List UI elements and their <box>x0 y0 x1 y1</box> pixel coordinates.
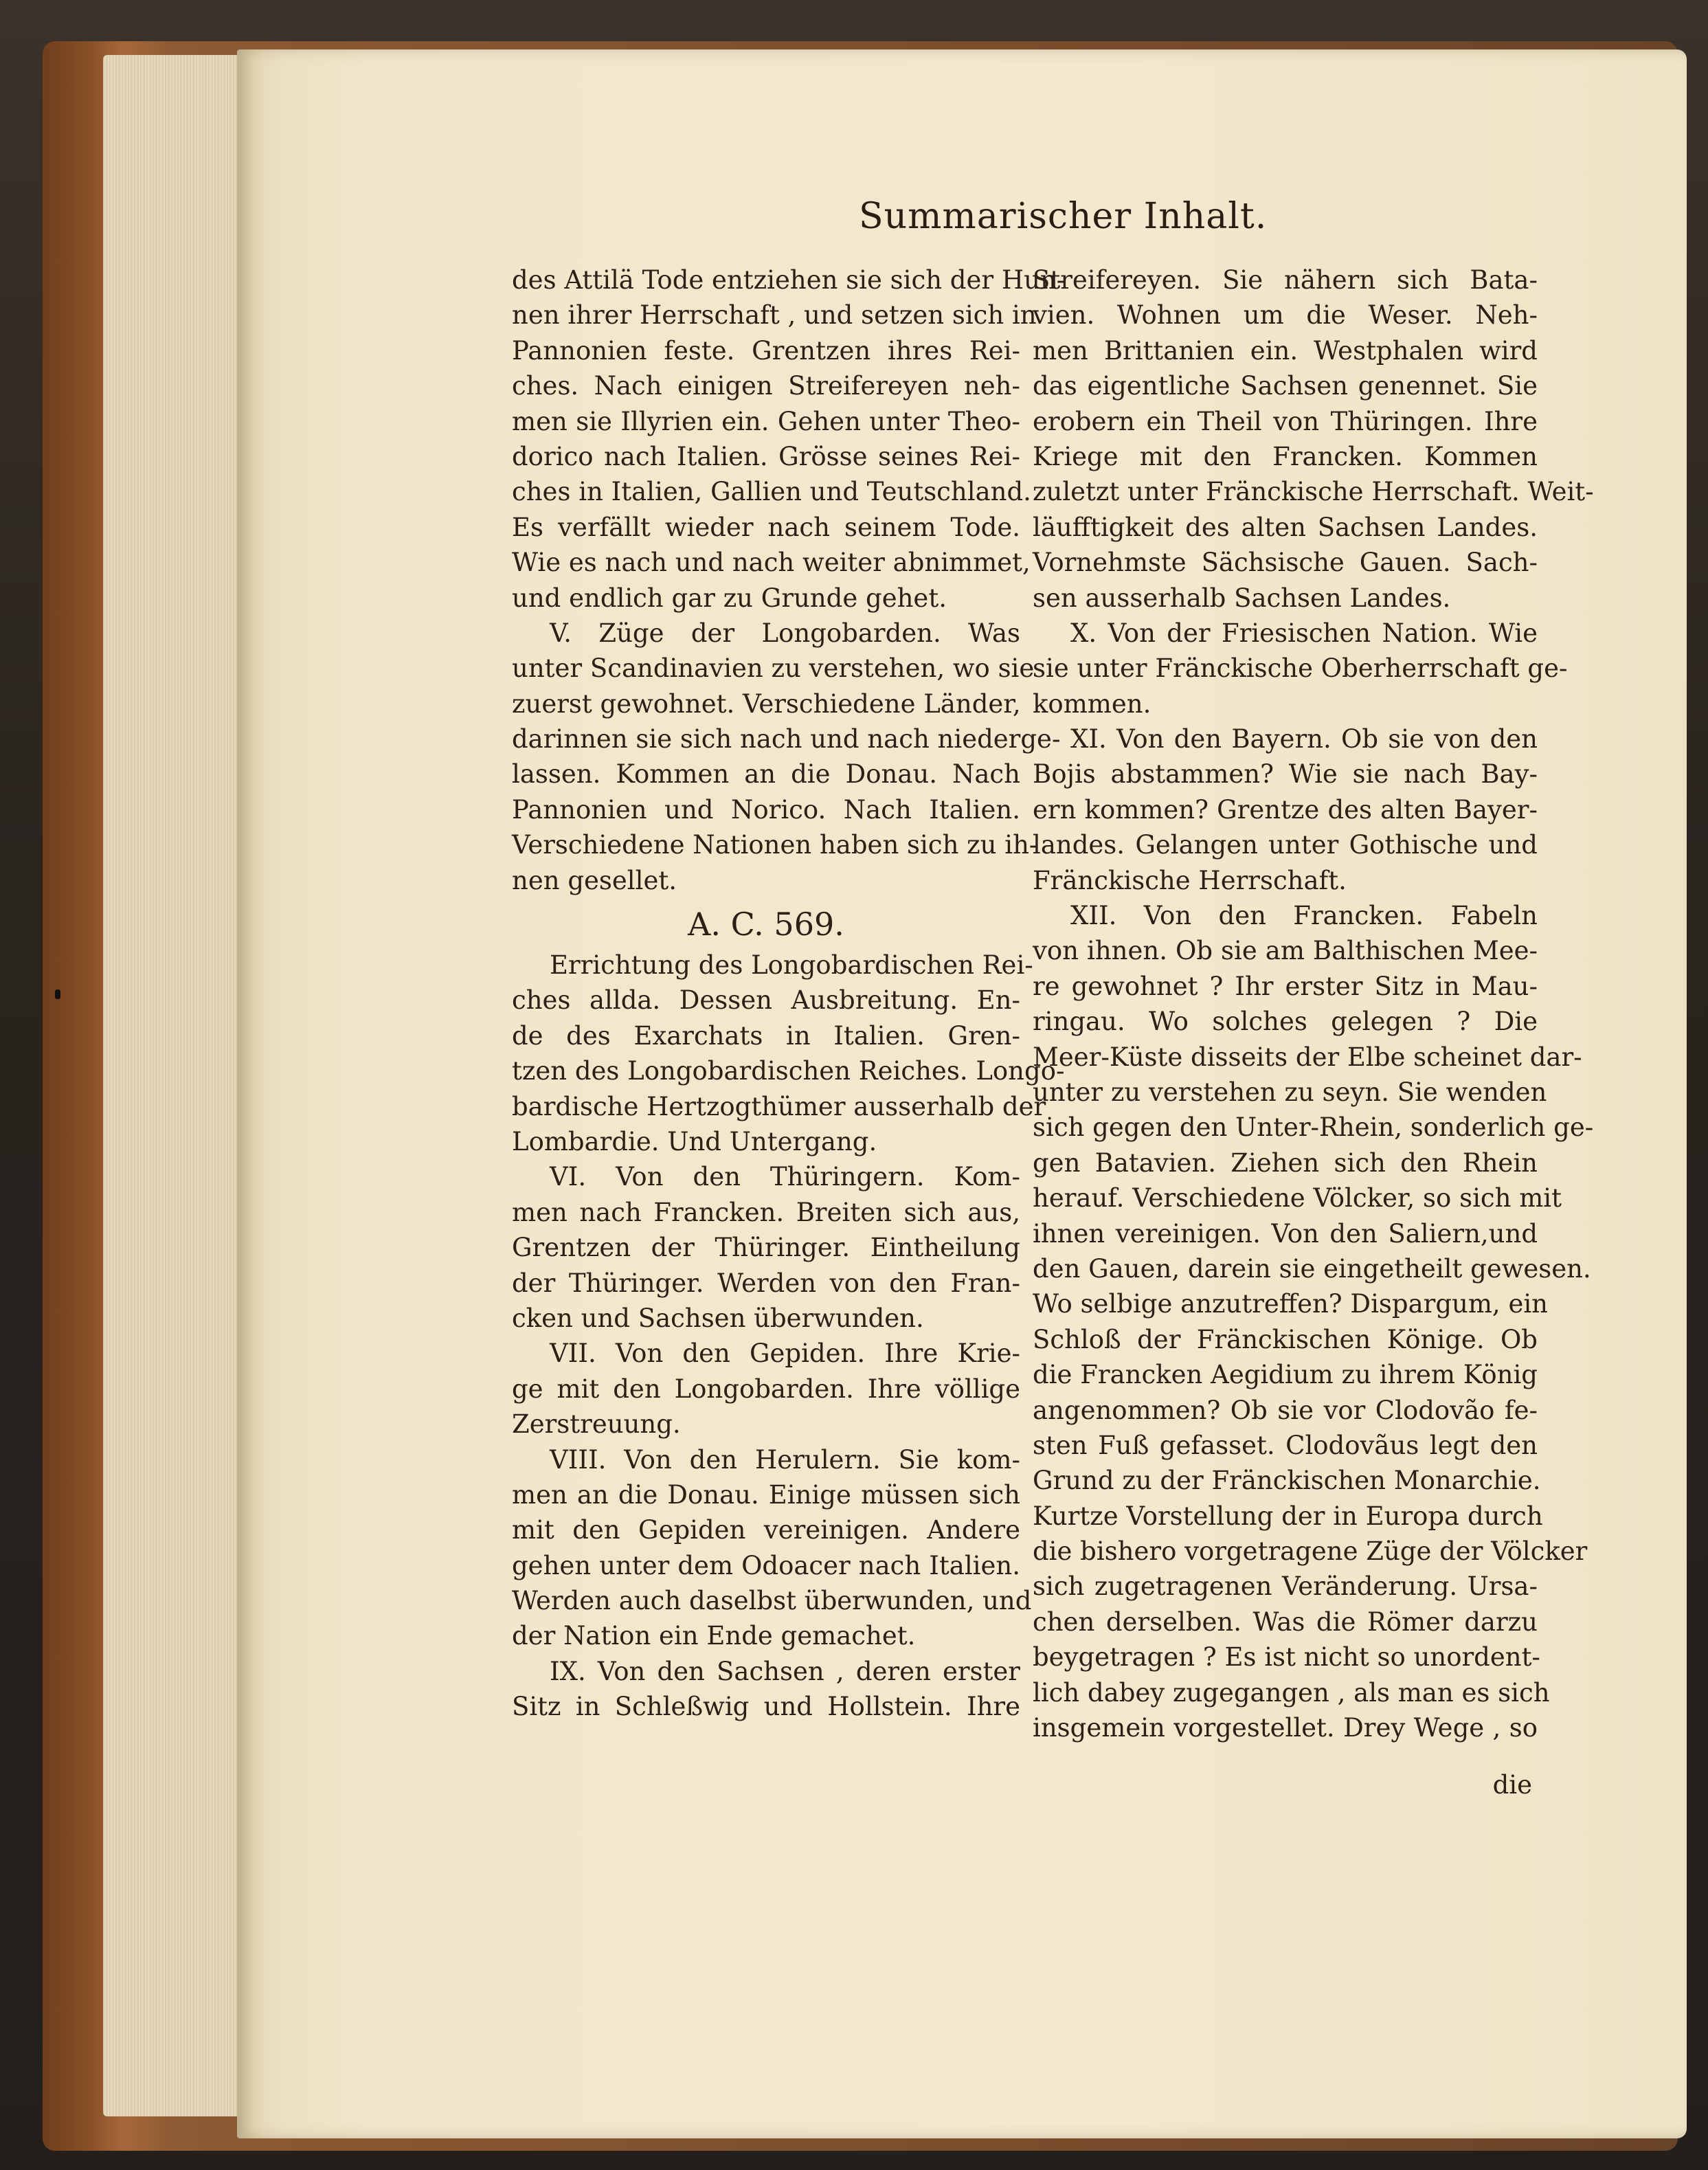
text-line: Verschiedene Nationen haben sich zu ih- <box>512 830 1038 860</box>
text-line: nen gesellet. <box>512 865 677 895</box>
text-line: Grund zu der Fränckischen Monarchie. <box>1033 1466 1541 1496</box>
text-line: gehen unter dem Odoacer nach Italien. <box>512 1550 1020 1580</box>
text-line: ern kommen? Grentze des alten Bayer- <box>1033 794 1538 825</box>
text-line: Zerstreuung. <box>512 1409 681 1440</box>
text-line: ihnen vereinigen. Von den Saliern,und <box>1033 1218 1538 1249</box>
text-line: die Francken Aegidium zu ihrem König <box>1033 1360 1538 1390</box>
text-line: darinnen sie sich nach und nach niederge- <box>512 724 1061 754</box>
text-line: Grentzen der Thüringer. Eintheilung <box>512 1233 1020 1263</box>
text-line: men sie Illyrien ein. Gehen unter Theo- <box>512 406 1020 436</box>
text-line: die bishero vorgetragene Züge der Völcker <box>1033 1536 1588 1567</box>
text-line: VI. Von den Thüringern. Kom- <box>550 1162 1020 1192</box>
text-line: beygetragen ? Es ist nicht so unordent- <box>1033 1642 1540 1673</box>
text-line: ches allda. Dessen Ausbreitung. En- <box>512 985 1020 1016</box>
left-column <box>512 262 1066 1725</box>
text-line: Pannonien und Norico. Nach Italien. <box>512 794 1020 825</box>
text-line: ches. Nach einigen Streifereyen neh- <box>512 371 1020 401</box>
text-line: ringau. Wo solches gelegen ? Die <box>1033 1007 1538 1037</box>
text-line: Kurtze Vorstellung der in Europa durch <box>1033 1501 1543 1531</box>
section-heading: A. C. 569. <box>688 906 844 943</box>
page-edges <box>103 55 254 2116</box>
text-line: das eigentliche Sachsen genennet. Sie <box>1033 371 1538 401</box>
text-line: läufftigkeit des alten Sachsen Landes. <box>1033 512 1538 542</box>
text-line: sich gegen den Unter-Rhein, sonderlich ge- <box>1033 1112 1594 1143</box>
text-line: landes. Gelangen unter Gothische und <box>1033 830 1538 860</box>
text-line: cken und Sachsen überwunden. <box>512 1303 924 1333</box>
text-line: ches in Italien, Gallien und Teutschland. <box>512 477 1031 507</box>
text-line: de des Exarchats in Italien. Gren- <box>512 1020 1020 1051</box>
text-line: dorico nach Italien. Grösse seines Rei- <box>512 441 1020 471</box>
text-line: Es verfällt wieder nach seinem Tode. <box>512 512 1020 542</box>
text-line: lassen. Kommen an die Donau. Nach <box>512 759 1020 790</box>
text-line: von ihnen. Ob sie am Balthischen Mee- <box>1033 936 1538 966</box>
text-line: angenommen? Ob sie vor Clodovão fe- <box>1033 1395 1538 1425</box>
text-line: Streifereyen. Sie nähern sich Bata- <box>1033 265 1538 295</box>
text-line: sten Fuß gefasset. Clodovãus legt den <box>1033 1430 1538 1460</box>
text-line: lich dabey zugegangen , als man es sich <box>1033 1677 1550 1708</box>
text-line: zuletzt unter Fränckische Herrschaft. Weit- <box>1033 477 1594 507</box>
text-line: ge mit den Longobarden. Ihre völlige <box>512 1374 1020 1404</box>
text-line: mit den Gepiden vereinigen. Andere <box>512 1515 1020 1545</box>
text-line: X. Von der Friesischen Nation. Wie <box>1070 618 1538 648</box>
text-line: men nach Francken. Breiten sich aus, <box>512 1197 1020 1227</box>
text-line: den Gauen, darein sie eingetheilt gewesen. <box>1033 1253 1591 1284</box>
text-line: sich zugetragenen Veränderung. Ursa- <box>1033 1571 1538 1602</box>
text-line: der Nation ein Ende gemachet. <box>512 1621 916 1651</box>
text-line: sie unter Fränckische Oberherrschaft ge- <box>1033 653 1568 684</box>
text-line: Kriege mit den Francken. Kommen <box>1033 441 1538 471</box>
right-column <box>1033 262 1594 1745</box>
text-line: unter Scandinavien zu verstehen, wo sie <box>512 653 1035 684</box>
text-line: Wo selbige anzutreffen? Dispargum, ein <box>1033 1289 1549 1319</box>
text-line: Bojis abstammen? Wie sie nach Bay- <box>1033 759 1538 790</box>
text-line: sen ausserhalb Sachsen Landes. <box>1033 583 1451 613</box>
text-line: vien. Wohnen um die Weser. Neh- <box>1033 300 1538 331</box>
text-line: Lombardie. Und Untergang. <box>512 1126 877 1156</box>
text-line: kommen. <box>1033 689 1151 719</box>
text-line: XI. Von den Bayern. Ob sie von den <box>1070 724 1538 754</box>
text-line: tzen des Longobardischen Reiches. Longo- <box>512 1056 1065 1086</box>
catchword: die <box>1492 1770 1532 1800</box>
text-line: men Brittanien ein. Westphalen wird <box>1033 335 1538 366</box>
text-line: erobern ein Theil von Thüringen. Ihre <box>1033 406 1538 436</box>
text-line: Werden auch daselbst überwunden, und <box>512 1586 1032 1616</box>
text-line: bardische Hertzogthümer ausserhalb der <box>512 1091 1046 1121</box>
text-line: und endlich gar zu Grunde gehet. <box>512 583 947 613</box>
text-line: Vornehmste Sächsische Gauen. Sach- <box>1033 548 1538 578</box>
text-line: insgemein vorgestellet. Drey Wege , so <box>1033 1713 1538 1743</box>
text-line: unter zu verstehen zu seyn. Sie wenden <box>1033 1077 1547 1107</box>
text-line: VII. Von den Gepiden. Ihre Krie- <box>550 1339 1020 1369</box>
text-line: zuerst gewohnet. Verschiedene Länder, <box>512 689 1021 719</box>
text-line: Errichtung des Longobardischen Rei- <box>550 950 1033 981</box>
text-line: VIII. Von den Herulern. Sie kom- <box>550 1444 1020 1475</box>
text-line: Sitz in Schleßwig und Hollstein. Ihre <box>512 1692 1020 1722</box>
text-line: gen Batavien. Ziehen sich den Rhein <box>1033 1148 1538 1178</box>
text-line: IX. Von den Sachsen , deren erster <box>550 1656 1020 1686</box>
text-line: Pannonien feste. Grentzen ihres Rei- <box>512 335 1020 366</box>
text-line: re gewohnet ? Ihr erster Sitz in Mau- <box>1033 971 1538 1001</box>
page-title: Summarischer Inhalt. <box>859 196 1268 237</box>
text-line: Schloß der Fränckischen Könige. Ob <box>1033 1324 1538 1354</box>
text-line: chen derselben. Was die Römer darzu <box>1033 1607 1538 1637</box>
text-line: der Thüringer. Werden von den Fran- <box>512 1268 1020 1298</box>
text-line: Meer-Küste disseits der Elbe scheinet dar- <box>1033 1042 1582 1072</box>
text-line: XII. Von den Francken. Fabeln <box>1070 901 1538 931</box>
text-line: Fränckische Herrschaft. <box>1033 865 1347 895</box>
binding-mark <box>55 989 60 999</box>
text-line: nen ihrer Herrschaft , und setzen sich in <box>512 300 1037 331</box>
text-line: Wie es nach und nach weiter abnimmet, <box>512 548 1031 578</box>
text-line: men an die Donau. Einige müssen sich <box>512 1479 1020 1510</box>
text-line: V. Züge der Longobarden. Was <box>550 618 1020 648</box>
text-line: herauf. Verschiedene Völcker, so sich mit <box>1033 1183 1562 1213</box>
text-line: des Attilä Tode entziehen sie sich der Hun- <box>512 265 1066 295</box>
